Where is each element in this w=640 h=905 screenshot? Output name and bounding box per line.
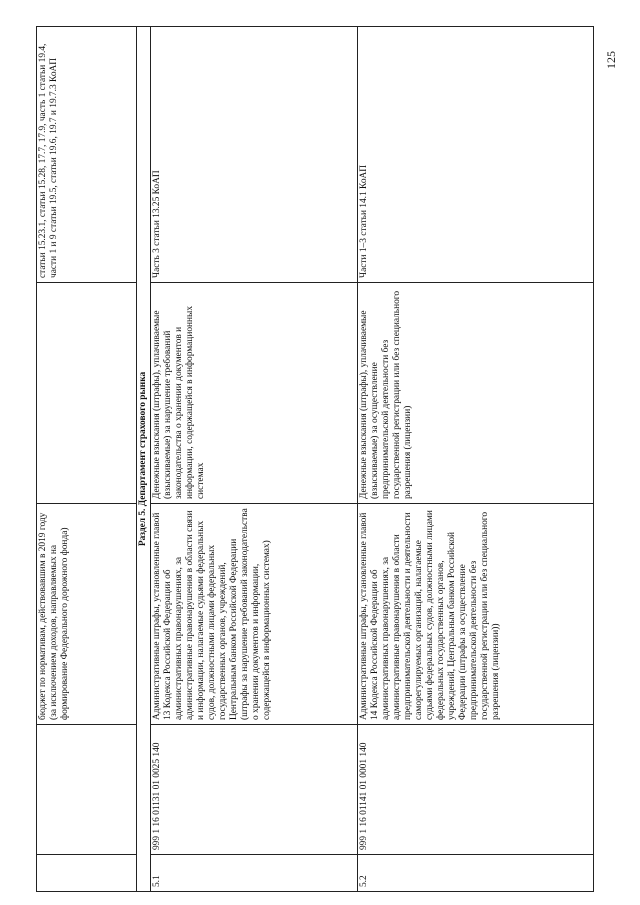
legal-article: Части 1–3 статьи 14.1 КоАП: [358, 27, 594, 283]
income-description: Денежные взыскания (штрафы), уплачиваемые (взыскиваемые) за нарушение требований законодательства о хранении документов и информации, содержащейся в информационных системах: [151, 283, 358, 504]
budget-code: [37, 725, 137, 855]
income-name: бюджет по нормативам, действовавшим в 2019 году (за исключением доходов, направляемых на формирование Федерального дорожного фонда): [37, 504, 137, 725]
page-number: 125: [604, 51, 618, 69]
table-row: [358, 27, 594, 892]
section-row: [137, 27, 151, 892]
income-description: Денежные взыскания (штрафы), уплачиваемые (взыскиваемые) за осуществление предпринимательской деятельности без государственной регистрации или без специального разрешения (лицензии): [358, 283, 594, 504]
row-number: 5.2: [358, 855, 594, 892]
row-number: [37, 855, 137, 892]
rotated-document-table: [36, 40, 593, 892]
legal-article: Часть 3 статьи 13.25 КоАП: [151, 27, 358, 283]
budget-code: 999 1 16 01141 01 0001 140: [358, 725, 594, 855]
table-row: [37, 27, 137, 892]
revenue-codes-table: [36, 26, 594, 892]
section-title: Раздел 5. Департамент страхового рынка: [137, 27, 151, 892]
budget-code: 999 1 16 01131 01 0025 140: [151, 725, 358, 855]
income-name: Административные штрафы, установленные главой 14 Кодекса Российской Федерации об административных правонарушениях, за административные правонарушения в области предпринимательской деятельности и деятельности саморегулируемых организаций, налагаемые судьями федеральных судов, должностными лицами федеральных государственных органов, учреждений, Центральным банком Российской Федерации (штрафы за осуществление предпринимательской деятельности без государственной регистрации или без специального разрешения (лицензии)): [358, 504, 594, 725]
income-name: Административные штрафы, установленные главой 13 Кодекса Российской Федерации об административных правонарушениях, за административные правонарушения в области связи и информации, налагаемые судьями федеральных судов, должностными лицами федеральных государственных органов, учреждений, Центральным банком Российской Федерации (штрафы за нарушение требований законодательства о хранении документов и информации, содержащейся в информационных системах): [151, 504, 358, 725]
row-number: 5.1: [151, 855, 358, 892]
income-description: [37, 283, 137, 504]
legal-article: статьи 15.23.1, статьи 15.28, 17.7, 17.9, часть 1 статьи 19.4, части 1 и 9 статьи 19.5, статьи 19.6, 19.7 и 19.7.3 КоАП: [37, 27, 137, 283]
table-row: [151, 27, 358, 892]
